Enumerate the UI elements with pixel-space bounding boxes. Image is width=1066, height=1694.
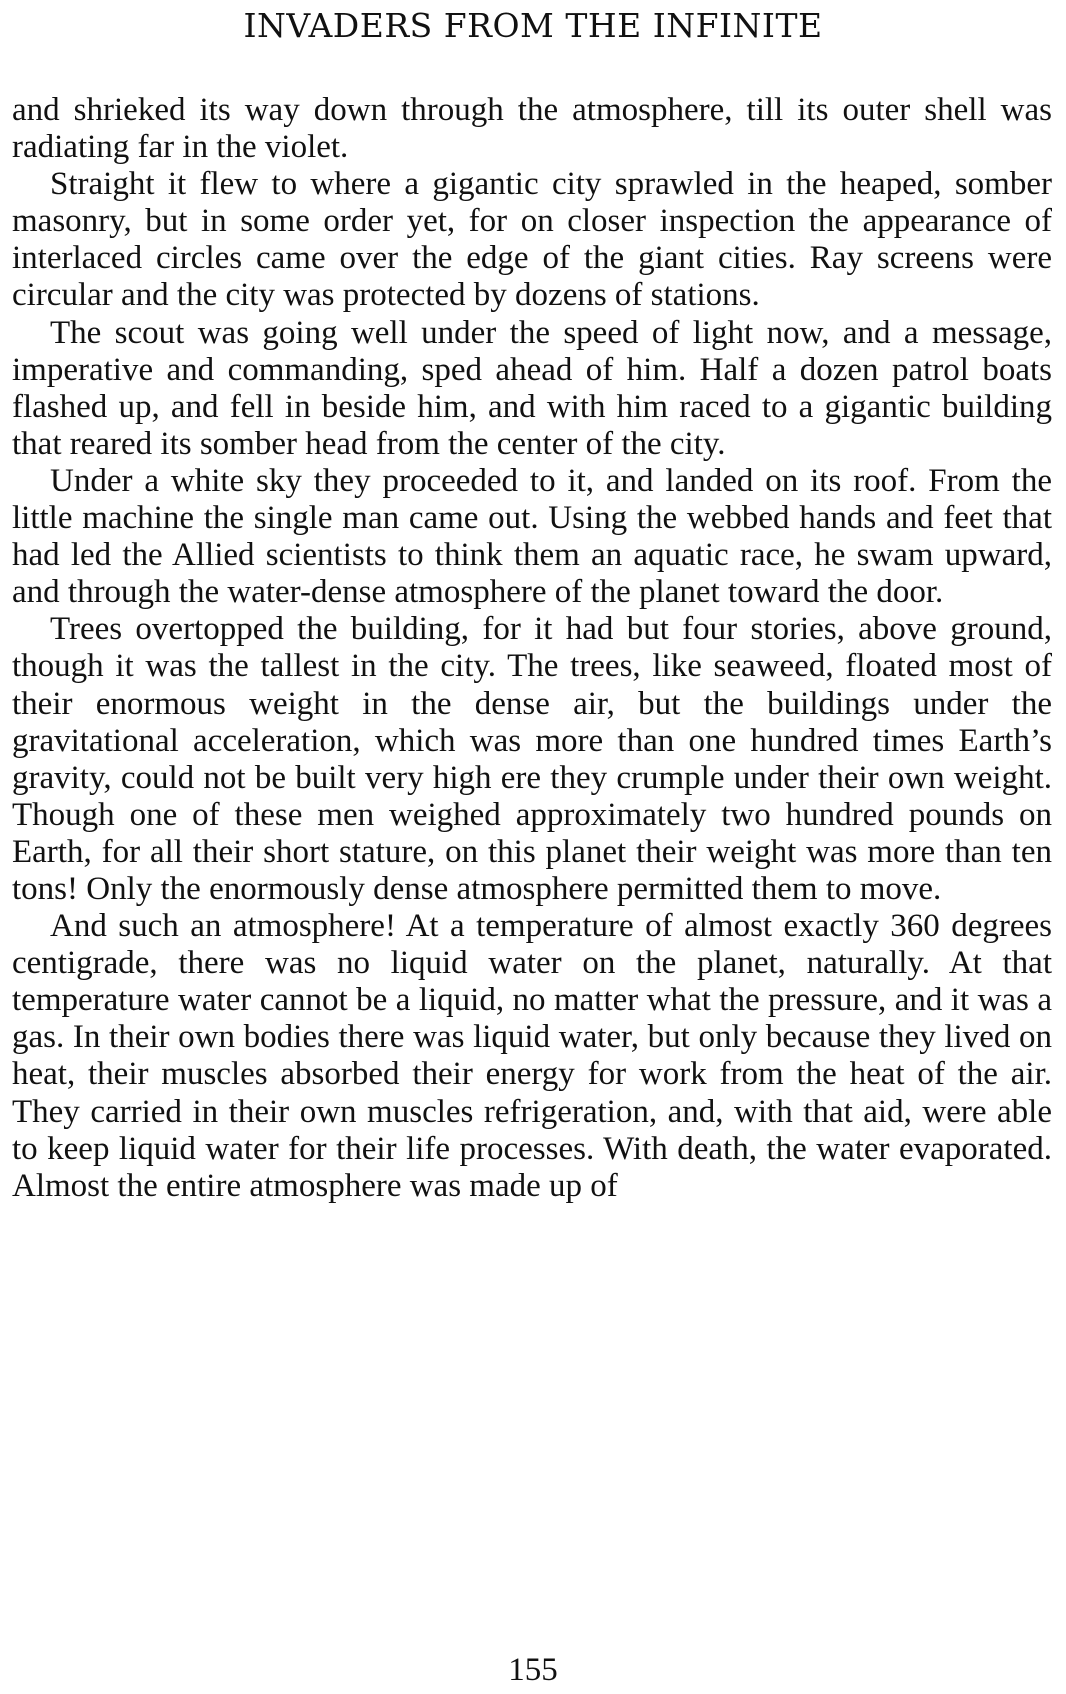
paragraph: Under a white sky they proceeded to it, and landed on its roof. From the little machine the single man came out. Using the webbed hands and feet that had led the Allied scientists to think them an aquatic race, he swam upward, and through the water-dense atmosphere of the planet toward the door.: [12, 462, 1052, 611]
running-head-title: INVADERS FROM THE INFINITE: [243, 6, 823, 45]
paragraph: Straight it flew to where a gigantic city sprawled in the heaped, somber masonry, but in some order yet, for on closer inspection the appearance of interlaced circles came over the edge of the giant cities. Ray screens were circular and the city was protected by dozens of stations.: [12, 166, 1052, 314]
page-number: 155: [508, 1652, 558, 1688]
paragraph: Trees overtopped the building, for it had but four stories, above ground, though it was the tallest in the city. The trees, like seaweed, floated most of their enormous weight in the dense air, but the buildings under the gravitational acceleration, which was more than one hundred times Earth’s gravity, could not be built very high ere they crumple under their own weight. Though one of these men weighed approximately two hundred pounds on Earth, for all their short stature, on this planet their weight was more than ten tons! Only the enormously dense atmosphere permitted them to move.: [12, 611, 1052, 907]
paragraph-continued: and shrieked its way down through the atmosphere, till its outer shell was radiating far in the violet.: [12, 92, 1052, 166]
paragraph: The scout was going well under the speed of light now, and a message, imperative and commanding, sped ahead of him. Half a dozen patrol boats flashed up, and fell in beside him, and with him raced to a gigantic building that reared its somber head from the center of the city.: [12, 314, 1052, 462]
paragraph: And such an atmosphere! At a temperature of almost exactly 360 degrees centigrade, there was no liquid water on the planet, naturally. At that temperature water cannot be a liquid, no matter what the pressure, and it was a gas. In their own bodies there was liquid water, but only because they lived on heat, their muscles absorbed their energy for work from the heat of the air. They carried in their own muscles refrigeration, and, with that aid, were able to keep liquid water for their life processes. With death, the water evaporated. Almost the entire atmosphere was made up of: [12, 908, 1052, 1204]
body-text: [12, 92, 1052, 1205]
